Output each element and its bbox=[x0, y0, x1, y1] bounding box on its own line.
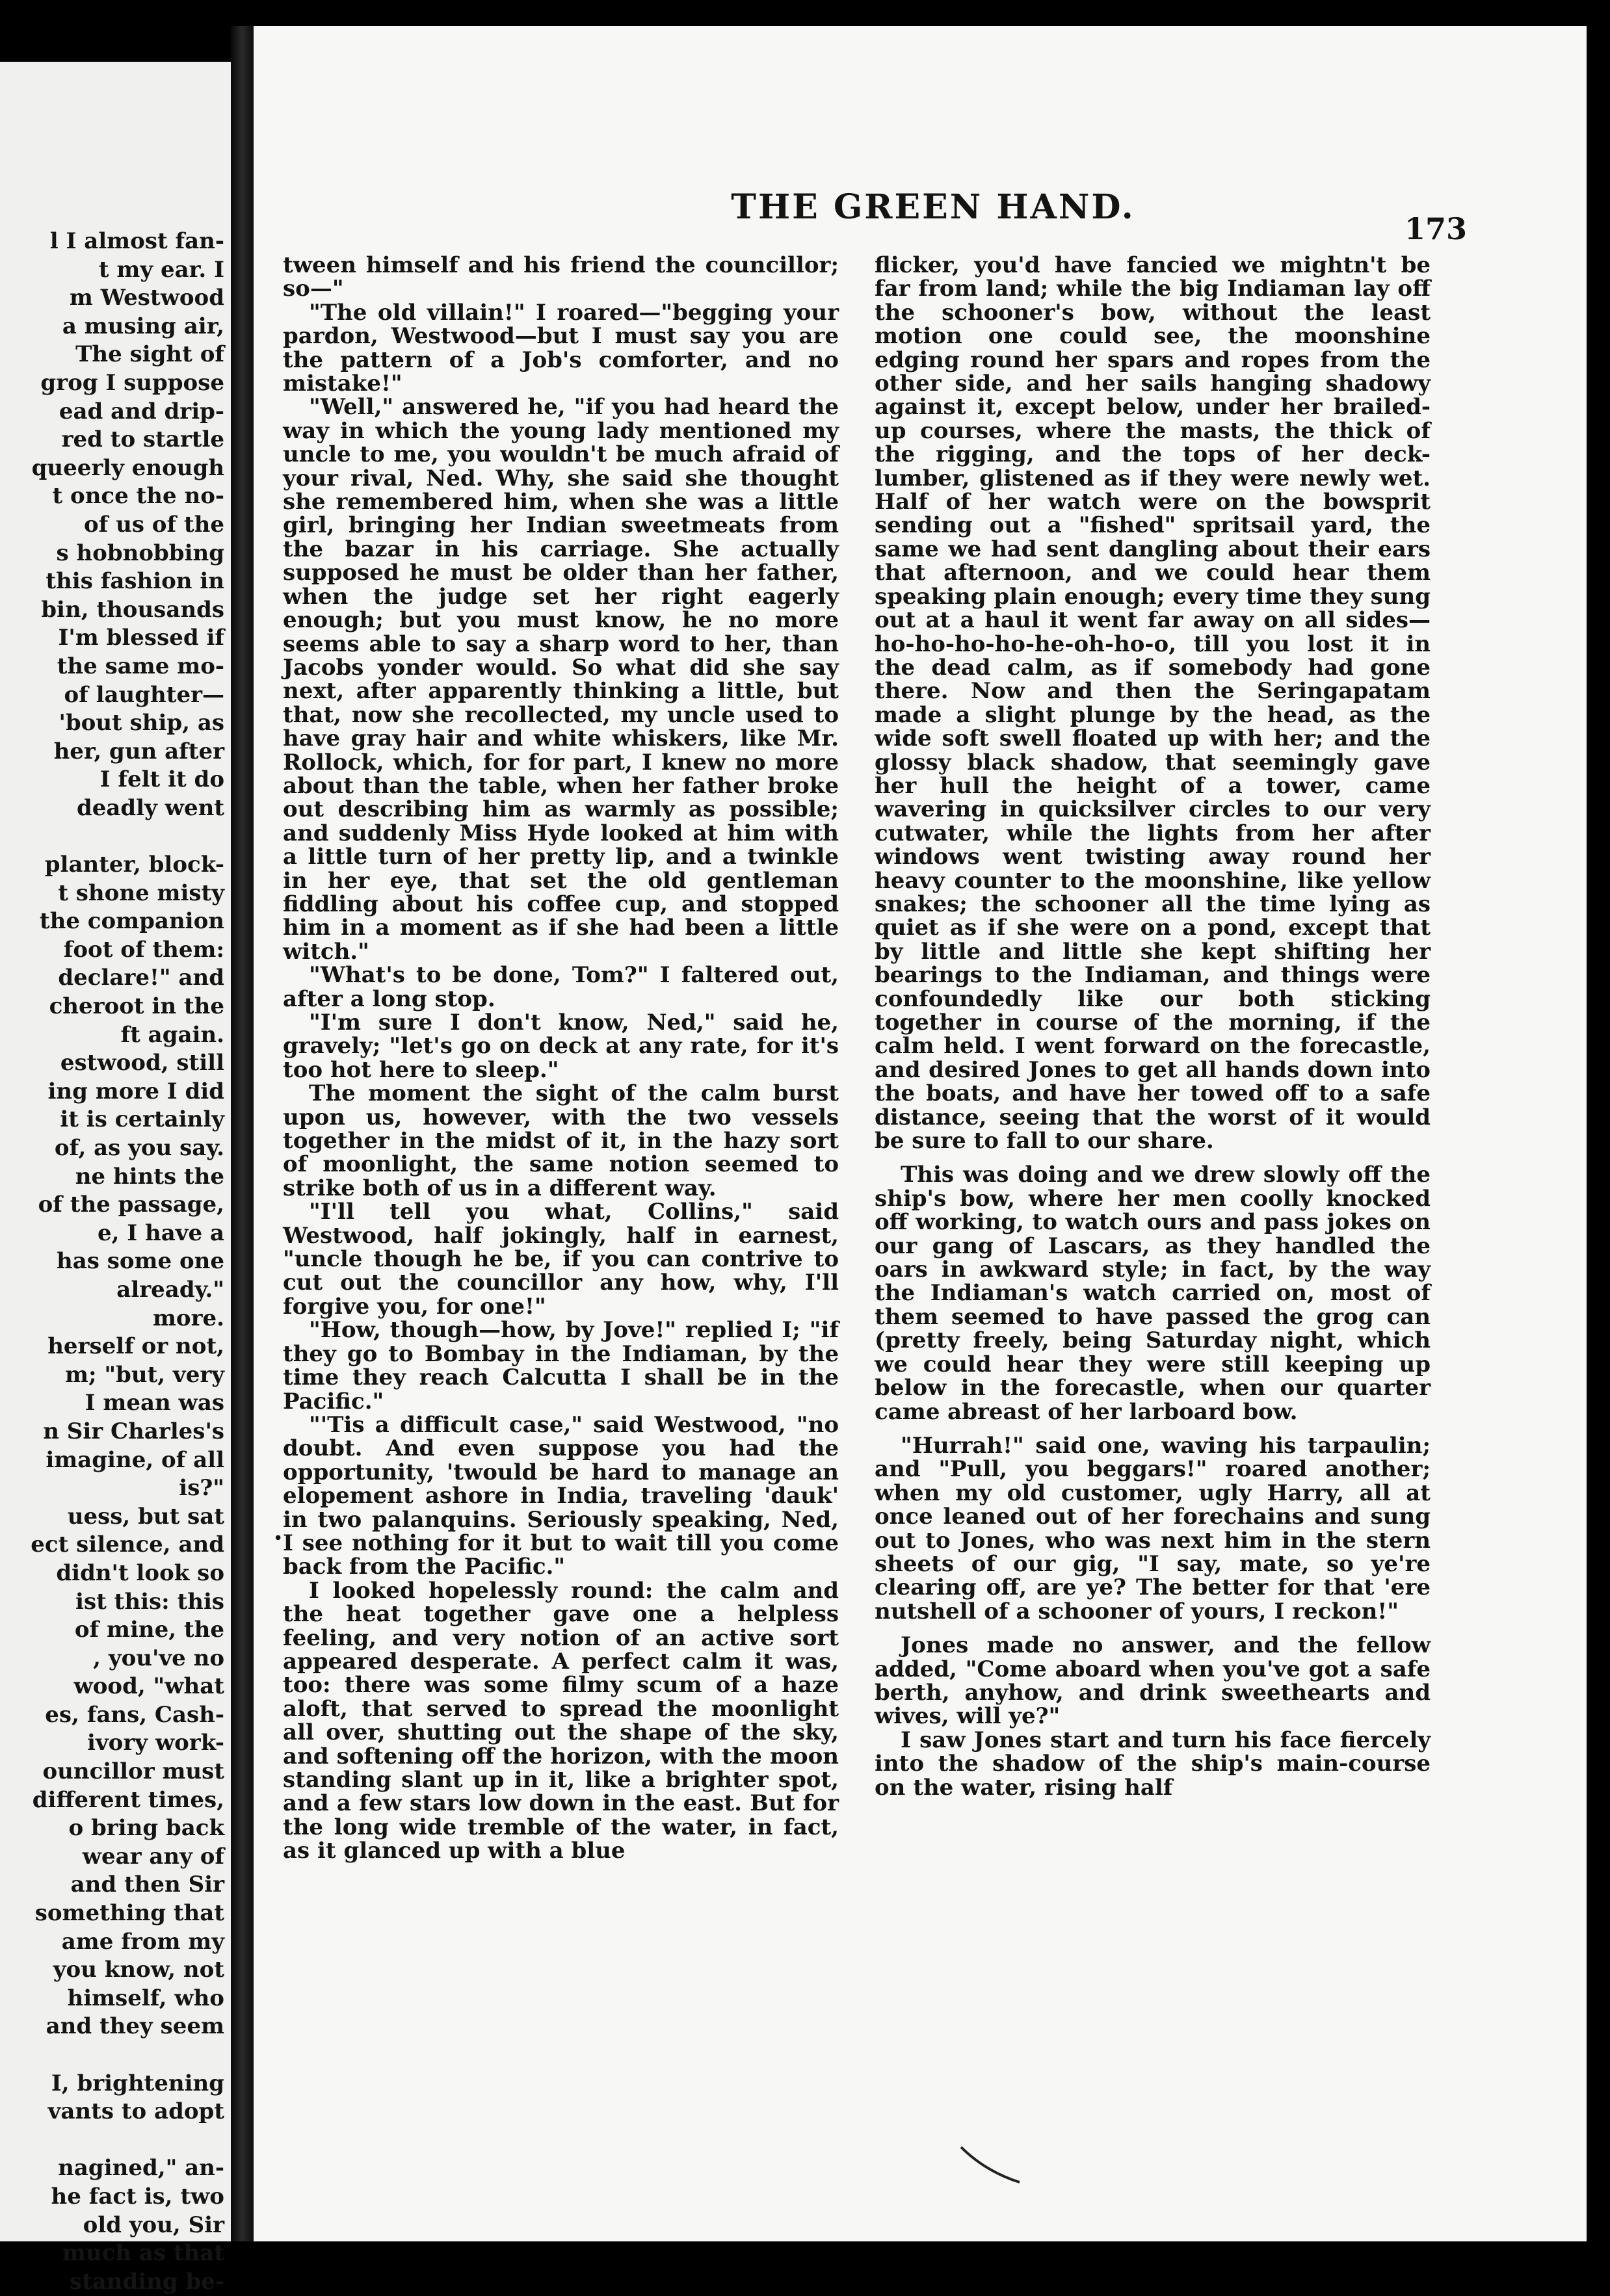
left-page-fragment bbox=[0, 62, 231, 2295]
left-fragment-line: ouncillor must bbox=[42, 1758, 224, 1785]
left-fragment-line: herself or not, bbox=[47, 1333, 224, 1360]
left-fragment-line: m Westwood bbox=[69, 285, 224, 311]
left-fragment-line bbox=[10, 822, 224, 851]
left-fragment-line: ivory work- bbox=[86, 1730, 224, 1756]
left-fragment-line: I, brightening bbox=[51, 2070, 224, 2096]
left-fragment-line: , you've no bbox=[93, 1645, 224, 1671]
paragraph: "Hurrah!" said one, waving his tarpaulin; and "Pull, you beggars!" roared another; when my old customer, ugly Harry, all at once leaned out of her forechains and sung out to Jones, who was next him in the stern sheets of our gig, "I say, mate, so ye're clearing off, are ye? The better for that 'ere nutshell of a schooner of yours, I reckon!" bbox=[875, 1432, 1431, 1624]
left-fragment-line: didn't look so bbox=[56, 1559, 224, 1586]
left-fragment-line: t once the no- bbox=[52, 483, 224, 510]
paragraph: "I'll tell you what, Collins," said Westwood, half jokingly, half in earnest, "uncle though he be, if you can contrive to cut out the councillor any how, why, I'll forgive you, for one!" bbox=[283, 1199, 839, 1320]
left-fragment-line: 'bout ship, as bbox=[59, 710, 224, 737]
left-fragment-line: o bring back bbox=[68, 1815, 224, 1842]
pencil-stroke-mark bbox=[956, 2142, 1027, 2187]
left-fragment-line: you know, not bbox=[53, 1957, 224, 1983]
left-fragment-line: has some one bbox=[56, 1248, 224, 1275]
left-fragment-line: t shone misty bbox=[58, 880, 224, 906]
left-fragment-line: deadly went bbox=[76, 794, 224, 821]
left-fragment-line: wood, "what bbox=[73, 1673, 224, 1700]
paragraph: "I'm sure I don't know, Ned," said he, gravely; "let's go on deck at any rate, for it's too hot here to sleep." bbox=[283, 1010, 839, 1083]
left-fragment-line: vants to adopt bbox=[47, 2098, 224, 2125]
paragraph: Jones made no answer, and the fellow added, "Come aboard when you've got a safe berth, anyhow, and drink sweethearts and wives, will ye?" bbox=[875, 1632, 1431, 1730]
paragraph: "What's to be done, Tom?" I faltered out, after a long stop. bbox=[283, 962, 839, 1012]
text-column-2 bbox=[875, 254, 1431, 1799]
left-fragment-line: I'm blessed if bbox=[58, 625, 224, 651]
left-fragment-line: l I almost fan- bbox=[49, 228, 224, 254]
paragraph: flicker, you'd have fancied we mightn't be far from land; while the big Indiaman lay off the schooner's bow, without the least motion one could see, the moonshine edging round her spars and ropes from the other side, and her sails hanging shadowy against it, except below, under her brailed-up courses, where the masts, the thick of the rigging, and the tops of her deck-lumber, glistened as if they were newly wet. Half of her watch were on the bowsprit sending out a "fished" spritsail yard, the same we had sent dangling about their ears that afternoon, and we could hear them speaking plain enough; every time they sung out at a haul it went far away on all sides—ho-ho-ho-ho-he-oh-ho-o, till you lost it in the dead calm, as if somebody had gone there. Now and then the Seringapatam made a slight plunge by the head, as the wide soft swell floated up with her; and the glossy black shadow, that seemingly gave her hull the height of a tower, came wavering in quicksilver circles to our very cutwater, while the lights from her after windows went twisting away round her heavy counter to the moonshine, like yellow snakes; the schooner all the time lying as quiet as if she were on a pond, except that by little and little she kept shifting her bearings to the Indiaman, and things were confoundedly like our both sticking together in course of the morning, if the calm held. I went forward on the forecastle, and desired Jones to get all hands down into the boats, and have her towed off to a safe distance, seeing that the worst of it would be sure to fall to our share. bbox=[875, 252, 1431, 1155]
paragraph: I looked hopelessly round: the calm and the heat together gave one a helpless feeling, and very notion of an active sort appeared desperate. A perfect calm it was, too: there was some filmy scum of a haze aloft, that served to spread the moonlight all over, shutting out the shape of the sky, and softening off the horizon, with the moon standing slant up in it, like a brighter spot, and a few stars low down in the east. But for the long wide tremble of the water, in fact, as it glanced up with a blue bbox=[283, 1577, 839, 1864]
left-fragment-line: The sight of bbox=[75, 341, 224, 368]
left-fragment-line: foot of them: bbox=[63, 936, 224, 963]
left-fragment-line bbox=[10, 2126, 224, 2155]
left-fragment-line: of, as you say. bbox=[54, 1135, 224, 1161]
margin-mark: • bbox=[273, 1529, 284, 1548]
book-gutter bbox=[231, 26, 254, 2241]
left-fragment-line: of laughter— bbox=[64, 681, 224, 708]
paragraph: "The old villain!" I roared—"begging your pardon, Westwood—but I must say you are the pattern of a Job's comforter, and no mistake!" bbox=[283, 299, 839, 397]
paragraph: This was doing and we drew slowly off the ship's bow, where her men coolly knocked off working, to watch ours and pass jokes on our gang of Lascars, as they handled the oars in awkward style; in fact, by the way the Indiaman's watch carried on, most of them seemed to have passed the grog can (pretty freely, being Saturday night, which we could hear they were still keeping up below in the forecastle, when our quarter came abreast of her larboard bow. bbox=[875, 1162, 1431, 1425]
left-fragment-line: red to startle bbox=[61, 426, 224, 453]
left-fragment-line: planter, block- bbox=[44, 852, 224, 878]
running-head: THE GREEN HAND. bbox=[731, 187, 1135, 227]
left-fragment-line: estwood, still bbox=[60, 1050, 224, 1076]
left-fragment-line: old you, Sir bbox=[83, 2211, 224, 2238]
left-fragment-line: ft again. bbox=[120, 1021, 224, 1048]
left-fragment-line: much as that bbox=[62, 2240, 224, 2267]
paragraph: "How, though—how, by Jove!" replied I; "if they go to Bombay in the Indiaman, by the time they reach Calcutta I shall be in the Pacific." bbox=[283, 1317, 839, 1415]
left-fragment-line: ing more I did bbox=[47, 1078, 224, 1104]
left-fragment-line: queerly enough bbox=[31, 454, 224, 481]
left-fragment-line: imagine, of all bbox=[46, 1446, 224, 1473]
page-number: 173 bbox=[1405, 211, 1468, 246]
left-page-text bbox=[10, 228, 224, 2296]
left-fragment-line: a musing air, bbox=[62, 313, 224, 339]
left-fragment-line: I felt it do bbox=[99, 766, 224, 793]
left-fragment-line bbox=[10, 2041, 224, 2070]
paragraph: I saw Jones start and turn his face fiercely into the shadow of the ship's main-course on the water, rising half bbox=[875, 1727, 1431, 1801]
left-fragment-line: nagined," an- bbox=[58, 2155, 224, 2182]
left-fragment-line: already." bbox=[116, 1276, 224, 1303]
left-fragment-line: declare!" and bbox=[58, 965, 224, 991]
left-fragment-line: es, fans, Cash- bbox=[45, 1701, 224, 1728]
left-fragment-line: standing be- bbox=[69, 2268, 224, 2295]
left-fragment-line: ne hints the bbox=[75, 1163, 224, 1190]
left-fragment-line: the companion bbox=[39, 908, 224, 935]
left-fragment-line: bin, thousands bbox=[41, 596, 224, 623]
left-fragment-line: the same mo- bbox=[57, 653, 224, 679]
left-fragment-line: n Sir Charles's bbox=[43, 1418, 224, 1444]
left-fragment-line: cheroot in the bbox=[49, 993, 224, 1020]
text-column-1 bbox=[283, 254, 839, 1863]
left-fragment-line: ead and drip- bbox=[59, 398, 224, 424]
left-fragment-line: and then Sir bbox=[70, 1872, 224, 1898]
left-fragment-line: t my ear. I bbox=[98, 256, 224, 283]
left-fragment-line: s hobnobbing bbox=[56, 540, 224, 566]
left-fragment-line: and they seem bbox=[46, 2013, 224, 2040]
left-fragment-line: is?" bbox=[179, 1475, 224, 1502]
right-page bbox=[254, 26, 1587, 2241]
paragraph: "Well," answered he, "if you had heard the way in which the young lady mentioned my uncle to me, you wouldn't be much afraid of your rival, Ned. Why, she said she thought she remembered him, when she was a little girl, bringing her Indian sweetmeats from the bazar in his carriage. She actually supposed he must be older than her father, when the judge set her right eagerly enough; but you must know, he no more seems able to say a sharp word to her, than Jacobs yonder would. So what did she say next, after apparently thinking a little, but that, now she recollected, my uncle used to have gray hair and white whiskers, like Mr. Rollock, which, for for part, I knew no more about than the table, when her father broke out describing him as warmly as possible; and suddenly Miss Hyde looked at him with a little turn of her pretty lip, and a twinkle in her eye, that set the old gentleman fiddling about his coffee cup, and stopped him in a moment as if she had been a little witch." bbox=[283, 394, 839, 965]
left-fragment-line: more. bbox=[152, 1305, 224, 1331]
left-fragment-line: of mine, the bbox=[74, 1617, 224, 1643]
left-fragment-line: it is certainly bbox=[60, 1106, 224, 1133]
left-fragment-line: grog I suppose bbox=[40, 369, 224, 396]
left-fragment-line: something that bbox=[34, 1900, 224, 1927]
left-fragment-line: he fact is, two bbox=[51, 2183, 224, 2210]
left-fragment-line: of us of the bbox=[83, 511, 224, 538]
left-fragment-line: uess, but sat bbox=[67, 1503, 224, 1530]
left-fragment-line: himself, who bbox=[67, 1985, 224, 2011]
paragraph: "'Tis a difficult case," said Westwood, "no doubt. And even suppose you had the opportunity, 'twould be hard to manage an elopement ashore in India, traveling 'dauk' in two palanquins. Seriously speaking, Ned, I see nothing for it but to wait till you come back from the Pacific." bbox=[283, 1411, 839, 1580]
left-fragment-line: wear any of bbox=[82, 1843, 224, 1870]
left-fragment-line: ist this: this bbox=[75, 1588, 224, 1615]
left-fragment-line: different times, bbox=[32, 1786, 224, 1813]
left-fragment-line: ame from my bbox=[61, 1928, 224, 1955]
left-fragment-line: this fashion in bbox=[46, 568, 224, 595]
left-fragment-line: her, gun after bbox=[53, 738, 224, 764]
left-fragment-line: e, I have a bbox=[97, 1220, 224, 1246]
paragraph: tween himself and his friend the councillor; so—" bbox=[283, 252, 839, 302]
left-fragment-line: ect silence, and bbox=[31, 1532, 224, 1558]
left-fragment-line: of the passage, bbox=[38, 1192, 224, 1218]
left-fragment-line: I mean was bbox=[85, 1390, 224, 1416]
left-fragment-line: m; "but, very bbox=[64, 1361, 224, 1388]
paragraph: The moment the sight of the calm burst upon us, however, with the two vessels together in the midst of it, in the hazy sort of moonlight, the same notion seemed to strike both of us in a different way. bbox=[283, 1080, 839, 1201]
